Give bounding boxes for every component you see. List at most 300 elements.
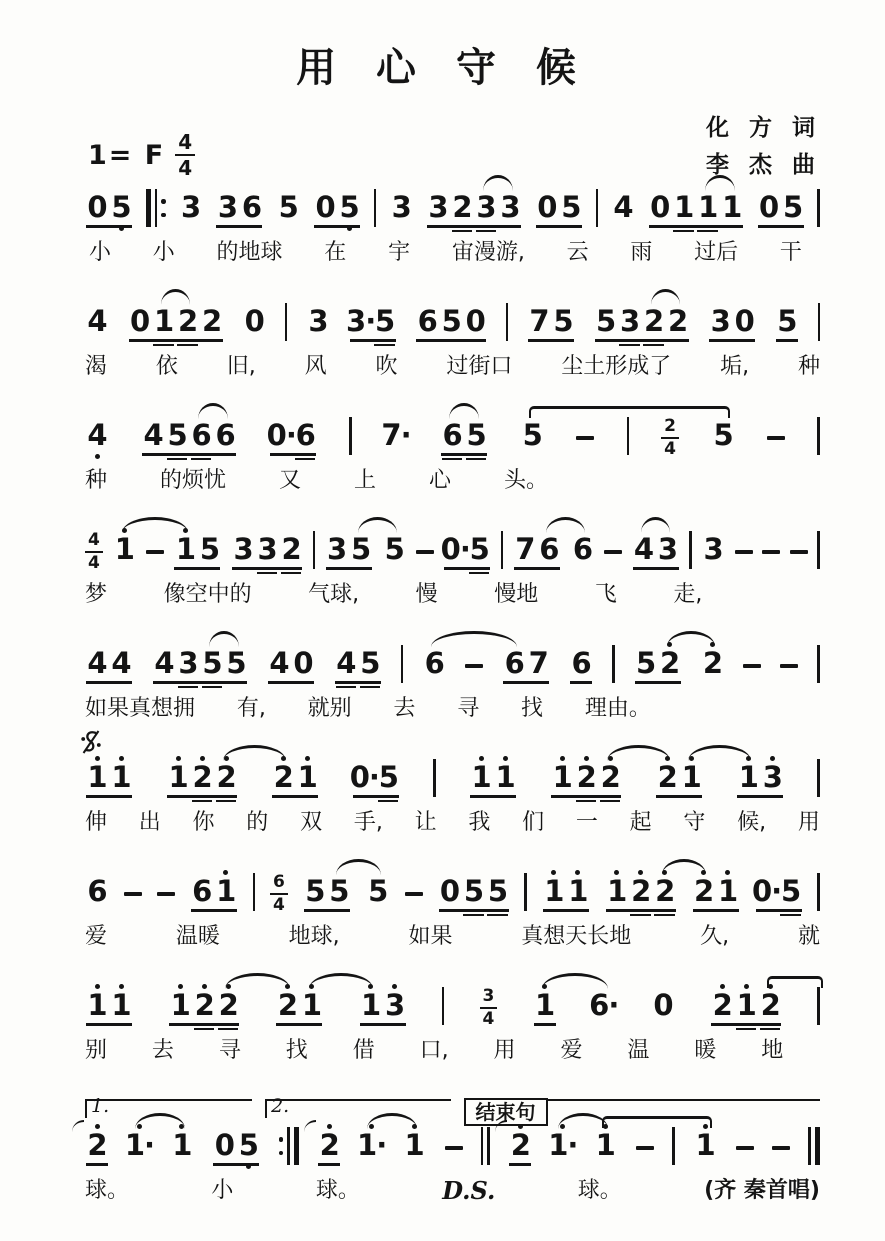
time-signature (85, 532, 103, 572)
note-group (570, 526, 594, 574)
slur-arc (542, 973, 608, 989)
barline (253, 873, 256, 911)
lyric-syllable: 种 (85, 468, 108, 493)
beam-second-line (452, 230, 472, 233)
beam-line (304, 909, 350, 912)
barline (506, 303, 509, 341)
note (124, 1122, 155, 1170)
note-digit: 0 (465, 304, 485, 338)
note-digit: 1 (595, 1128, 615, 1162)
lyric-syllable: 依 (155, 354, 178, 379)
dash-note (735, 550, 753, 554)
barline (817, 759, 820, 797)
beam-line (709, 339, 755, 342)
lyric-syllable: 爱 (85, 924, 108, 949)
system-line (85, 754, 820, 837)
beam-line (142, 453, 236, 456)
slur-arc (449, 403, 479, 419)
note-digit: 1 (695, 1128, 715, 1162)
note-group (215, 184, 263, 232)
beam-second-line (619, 344, 639, 347)
lyric-syllable: 守 (683, 810, 706, 835)
beam-line (86, 681, 132, 684)
note-group (242, 298, 266, 346)
note (693, 1122, 717, 1170)
note-digit: 4 (143, 418, 163, 452)
barline (287, 1127, 290, 1165)
note-group (535, 184, 583, 232)
note-group (85, 298, 109, 346)
note-digit: 2 (510, 1128, 530, 1162)
beam-line (232, 567, 302, 570)
note-group (632, 526, 680, 574)
note (700, 640, 724, 688)
note (85, 298, 109, 346)
dash-note (416, 550, 434, 554)
beam-second-line (630, 914, 650, 917)
note-group (605, 868, 677, 916)
lyric-syllable: 我 (468, 810, 491, 835)
dash-note (146, 550, 164, 554)
note-group (693, 1122, 717, 1170)
note-group (152, 640, 248, 688)
lyric-syllable: 干 (779, 240, 802, 265)
note-group (366, 868, 390, 916)
note-digit: 0 (653, 988, 673, 1022)
note-digit: 6· (589, 988, 619, 1022)
beam-second-line (600, 800, 620, 803)
lyric-syllable: 的地球 (216, 240, 283, 265)
note-group (349, 754, 400, 802)
beam-line (534, 1023, 556, 1026)
notes-row (85, 982, 820, 1030)
note-digit: 0 (734, 304, 754, 338)
beam-second-line (191, 458, 211, 461)
note-group (711, 412, 735, 460)
note-digit: 2 (760, 988, 780, 1022)
note-digit: 0 (315, 190, 335, 224)
note (242, 298, 266, 346)
lyric-syllable: 就 (797, 924, 820, 949)
lyric-syllable: 心 (429, 468, 452, 493)
note-group (611, 184, 635, 232)
barline (313, 531, 316, 569)
note-group (382, 526, 406, 574)
system-line (85, 1096, 820, 1205)
beam-line (737, 795, 783, 798)
slur-arc (767, 976, 823, 988)
notes-row (85, 1122, 820, 1170)
lyric-syllable: 旧, (226, 354, 256, 379)
note-group (357, 1122, 387, 1170)
note-digit: 2 (694, 874, 714, 908)
system-line (85, 868, 820, 951)
slur-arc (483, 175, 513, 191)
lyric-syllable: (齐 秦首唱) (704, 1178, 820, 1203)
beam-second-line (736, 1028, 756, 1031)
note (112, 526, 136, 574)
note-digit: 5 (553, 304, 573, 338)
note-group (708, 298, 756, 346)
lyric-syllable: 去 (151, 1038, 174, 1063)
note (711, 412, 735, 460)
note-group (179, 184, 203, 232)
beam-line (470, 795, 516, 798)
beam-line (86, 1163, 108, 1166)
octave-dot-below-slot (95, 452, 100, 460)
note (179, 184, 203, 232)
lyric-syllable: 一 (575, 810, 598, 835)
note (85, 868, 109, 916)
slur-arc (662, 859, 707, 875)
note-digit: 1 (170, 988, 190, 1022)
beam-line (595, 339, 689, 342)
barline (627, 417, 630, 455)
lyric-syllable: 气球, (308, 582, 360, 607)
note (651, 982, 675, 1030)
note-digit: 5 (780, 874, 801, 908)
note-digit: 2 (281, 532, 301, 566)
time-sig-numerator: 3 (480, 988, 498, 1009)
lyric-syllable: 球。 (315, 1178, 360, 1203)
note-digit: 5 (378, 760, 398, 794)
note-group (124, 1122, 155, 1170)
beam-second-line (643, 344, 663, 347)
note-digit: 3 (308, 304, 328, 338)
dash-note (157, 892, 175, 896)
lyric-syllable: 宇 (388, 240, 411, 265)
lyric-syllable: 慢地 (494, 582, 539, 607)
barline (817, 645, 820, 683)
notes-row (85, 754, 820, 802)
repeat-dot (279, 1151, 284, 1156)
note-group (655, 754, 703, 802)
note-digit: 1 (297, 760, 317, 794)
note-group (438, 868, 510, 916)
note (170, 1122, 194, 1170)
note-group (775, 298, 799, 346)
barline (818, 303, 821, 341)
song-title: 用 心 守 候 (296, 45, 589, 91)
note-group (589, 982, 619, 1030)
beam-line (536, 225, 582, 228)
slur-arc (688, 745, 751, 761)
lyric-syllable: 小 (211, 1178, 234, 1203)
note-digit: 5 (782, 190, 803, 224)
beam-line (86, 225, 132, 228)
note-digit: 0 (650, 190, 670, 224)
note-group (415, 298, 487, 346)
notes-row (85, 526, 820, 574)
note-group (634, 640, 682, 688)
lyrics-row (85, 695, 651, 723)
note-digit: 5 (375, 304, 395, 338)
lyric-syllable: 风 (304, 354, 327, 379)
slur-arc (309, 973, 374, 989)
note-digit: 5 (202, 646, 222, 680)
note (381, 412, 411, 460)
note-group (173, 526, 221, 574)
lyric-syllable: 又 (279, 468, 302, 493)
note-group (701, 526, 725, 574)
note-group (166, 754, 238, 802)
slur-arc (336, 859, 381, 875)
beam-second-line (780, 914, 800, 917)
note-group (692, 868, 740, 916)
beam-second-line (192, 800, 212, 803)
lyric-syllable: 们 (522, 810, 545, 835)
note-digit: 6 (191, 418, 211, 452)
barline (817, 873, 820, 911)
beam-line (528, 339, 574, 342)
note-group (85, 982, 133, 1030)
note-group (168, 982, 240, 1030)
note-group (710, 982, 782, 1030)
beam-line (439, 909, 509, 912)
note-group (359, 982, 407, 1030)
note-digit: 3 (703, 532, 723, 566)
lyric-syllable: 候, (737, 810, 767, 835)
beam-second-line (487, 914, 507, 917)
beam-line (649, 225, 743, 228)
note-digit: 5 (596, 304, 616, 338)
note-digit: 4 (87, 646, 107, 680)
note-group (736, 754, 784, 802)
note-digit: 3 (181, 190, 201, 224)
note-digit: 5 (368, 874, 388, 908)
note-digit: 1 (568, 874, 588, 908)
note-digit: 6 (87, 874, 107, 908)
beam-line (776, 339, 798, 342)
lyric-syllable: 爱 (560, 1038, 583, 1063)
beam-line (213, 1163, 259, 1166)
lyric-syllable: 像空中的 (163, 582, 252, 607)
lyric-syllable: 走, (673, 582, 703, 607)
beam-second-line (336, 686, 356, 689)
lyric-syllable: 的 (246, 810, 269, 835)
barline (146, 189, 151, 227)
beam-line (129, 339, 223, 342)
lyric-syllable: 小 (89, 240, 112, 265)
slur-arc (651, 289, 681, 305)
lyrics-row (85, 809, 820, 837)
barline (815, 1127, 820, 1165)
dash-note (736, 1146, 754, 1150)
lyric-syllable: 渴 (85, 354, 108, 379)
note-group (593, 1122, 617, 1170)
dash-note (576, 436, 594, 440)
lyric-syllable: 宙漫游, (451, 240, 525, 265)
note-digit: 1 (738, 760, 758, 794)
note-digit: 1 (607, 874, 627, 908)
note-group (548, 1122, 578, 1170)
beam-second-line (760, 1028, 780, 1031)
key-label: 1= F (88, 139, 166, 171)
note-group (426, 184, 522, 232)
beam-line (551, 795, 621, 798)
note-digit: 4 (87, 418, 107, 452)
barline (817, 531, 820, 569)
note-digit: 2 (319, 1128, 339, 1162)
beam-second-line (576, 800, 596, 803)
lyric-syllable: 出 (138, 810, 161, 835)
beam-line (276, 1023, 322, 1026)
barline (401, 645, 404, 683)
beam-line (167, 795, 237, 798)
notes-row (85, 412, 820, 460)
beam-second-line (697, 230, 717, 233)
lyric-syllable: 借 (352, 1038, 375, 1063)
note-digit: 5 (339, 190, 359, 224)
beam-line (216, 225, 262, 228)
note-group (422, 640, 446, 688)
lyric-syllable: 温 (627, 1038, 650, 1063)
lyric-syllable: 寻 (218, 1038, 241, 1063)
lyrics-row (85, 353, 820, 381)
lyrics-row (85, 239, 802, 267)
note-digit: 6 (572, 532, 592, 566)
note-digit: 2 (712, 988, 732, 1022)
note-group (170, 1122, 194, 1170)
slur-arc (641, 517, 671, 533)
slur-arc (223, 745, 286, 761)
note-digit: 4 (633, 532, 654, 566)
note-digit: 1 (175, 532, 196, 566)
lyric-syllable: 尘土形成了 (561, 354, 672, 379)
note-digit: 2 (702, 646, 723, 680)
time-sig-denominator: 4 (178, 156, 193, 180)
lyric-syllable: 寻 (457, 696, 480, 721)
beam-line (268, 681, 314, 684)
lyric-syllable: 过后 (694, 240, 739, 265)
beam-second-line (654, 914, 674, 917)
barline (155, 189, 158, 227)
dash-note (767, 436, 785, 440)
lyric-syllable: 在 (324, 240, 347, 265)
beam-line (350, 339, 396, 342)
system-line (85, 982, 820, 1065)
note-digit: 0 (293, 646, 313, 680)
lyric-syllable: 就别 (307, 696, 352, 721)
lyric-syllable: 云 (566, 240, 589, 265)
beam-second-line (463, 914, 483, 917)
barline (285, 303, 288, 341)
note (357, 1122, 387, 1170)
note-digit: 6 (424, 646, 444, 680)
note-digit: 1· (548, 1128, 578, 1162)
note-group (313, 184, 361, 232)
note-digit: 0 (439, 874, 460, 908)
lyrics-row (85, 1037, 783, 1065)
barline (501, 531, 504, 569)
time-sig-numerator: 4 (85, 532, 103, 553)
dash-note (445, 1146, 463, 1150)
ending-bracket (464, 1099, 820, 1124)
beam-line (86, 1023, 132, 1026)
note-group (533, 982, 557, 1030)
note-digit: 5 (441, 304, 461, 338)
beam-second-line (218, 1028, 238, 1031)
note-group (346, 298, 397, 346)
note (402, 1122, 426, 1170)
beam-line (606, 909, 676, 912)
note-digit: 6 (571, 646, 591, 680)
note-group (550, 754, 622, 802)
note-digit: 5 (463, 874, 484, 908)
beam-line (270, 453, 316, 456)
beam-line (427, 225, 521, 228)
dash-note (790, 550, 808, 554)
note-digit: 6 (192, 874, 212, 908)
beam-line (416, 339, 486, 342)
beam-line (353, 795, 399, 798)
dash-note (124, 892, 142, 896)
repeat-start-barline (146, 189, 166, 227)
note-digit: 3 (257, 532, 277, 566)
note (548, 1122, 578, 1170)
barline (294, 1127, 299, 1165)
note-group (440, 412, 488, 460)
lyric-syllable: 暖 (694, 1038, 717, 1063)
volta-label: 2. (271, 1095, 290, 1117)
time-sig-numerator: 4 (175, 132, 195, 156)
volta-bracket-2 (265, 1095, 451, 1118)
note-group (141, 412, 237, 460)
slur-arc (529, 406, 730, 418)
note-group (85, 640, 133, 688)
beam-line (514, 567, 560, 570)
lyricist-credit: 化 方 词 (705, 115, 821, 141)
beam-second-line (281, 572, 301, 575)
beam-line (360, 1023, 406, 1026)
note-group (306, 298, 330, 346)
note-digit: 3 (500, 190, 520, 224)
beam-line (318, 1163, 340, 1166)
note-digit: 7· (381, 418, 411, 452)
slur-arc (607, 745, 670, 761)
note (389, 184, 413, 232)
note (422, 640, 446, 688)
time-sig-denominator: 4 (664, 439, 676, 459)
note-group (85, 412, 109, 460)
note-digit: 1 (114, 532, 134, 566)
note-digit: 1 (301, 988, 321, 1022)
barline (442, 987, 445, 1025)
lyric-syllable: 久, (700, 924, 730, 949)
note-group (231, 526, 303, 574)
barline (524, 873, 527, 911)
beam-line (503, 681, 549, 684)
note-digit: 1 (168, 760, 188, 794)
time-sig-numerator: 6 (270, 874, 288, 895)
notes-row (85, 184, 820, 232)
lyric-syllable: 起 (629, 810, 652, 835)
note-digit: 7 (515, 532, 535, 566)
note-group (700, 640, 724, 688)
volta-label: 1. (91, 1095, 110, 1117)
note-digit: 6 (295, 418, 315, 452)
beam-second-line (257, 572, 277, 575)
note-digit: 7 (528, 646, 548, 680)
note-digit: 2 (194, 988, 214, 1022)
note-group (276, 184, 300, 232)
barline (689, 531, 692, 569)
note-digit: 3 (327, 532, 347, 566)
note-digit: 1 (674, 190, 694, 224)
beam-second-line (466, 458, 486, 461)
slur-continuation-hook (304, 1120, 316, 1132)
note-digit: 2 (218, 988, 238, 1022)
